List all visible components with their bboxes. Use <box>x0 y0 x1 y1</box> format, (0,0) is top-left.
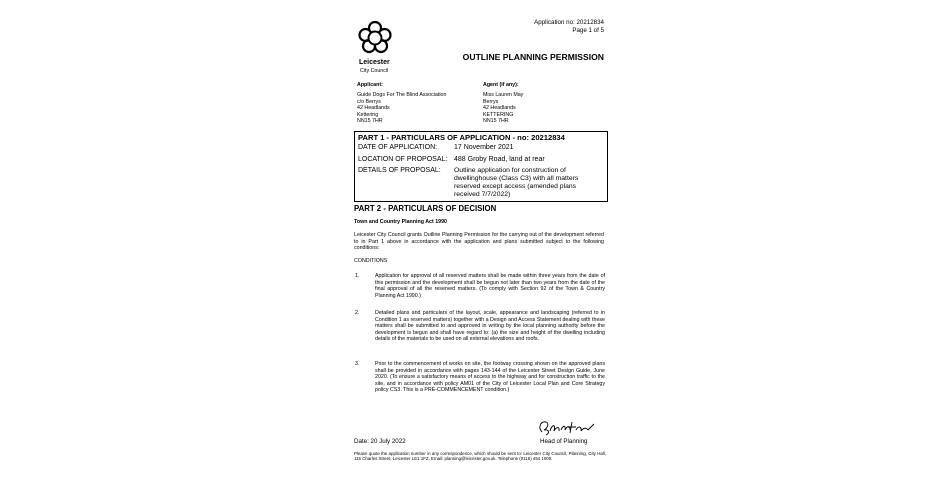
part1-heading: PART 1 - PARTICULARS OF APPLICATION - no: 20212834 <box>358 133 565 142</box>
agent-label: Agent (if any): <box>483 82 519 88</box>
condition-1-number: 1. <box>355 273 360 279</box>
logo-line1: Leicester <box>359 59 390 66</box>
condition-3-number: 3. <box>355 361 360 367</box>
details-label: DETAILS OF PROPOSAL: <box>358 167 441 174</box>
logo-line2: City Council <box>360 68 389 74</box>
date-of-application-value: 17 November 2021 <box>454 144 514 151</box>
signatory-title: Head of Planning <box>540 438 588 445</box>
agent-address: Miss Lauren May Berrys 42 Headlands KETTERING NN15 7HR <box>483 92 524 125</box>
conditions-label: CONDITIONS <box>354 258 388 264</box>
application-number: Application no: 20212834 <box>534 19 604 26</box>
location-label: LOCATION OF PROPOSAL: <box>358 155 448 163</box>
page-indicator: Page 1 of 5 <box>572 27 604 34</box>
intro-paragraph: Leicester City Council grants Outline Planning Permission for the carrying out of the development referred to in Part 1 above in accordance with the application and plans submitted subject to the following conditions: <box>354 232 604 252</box>
applicant-address: Guide Dogs For The Blind Association c/o Berrys 42 Headlands Kettering NN15 7HR <box>357 92 447 125</box>
decision-date: Date: 20 July 2022 <box>354 438 406 445</box>
leicester-rose-icon <box>357 20 393 56</box>
details-value: Outline application for construction of dwellinghouse (Class C3) with all matters reserved except access (amended plans received 7/7/2022) <box>454 167 579 198</box>
signature <box>536 418 598 438</box>
applicant-label: Applicant: <box>357 82 383 88</box>
part1-box <box>354 131 608 202</box>
footer-note: Please quote the application number in any correspondence, which should be sent to: Leicester City Council, Planning, City Hall, 115 Charles Street, Leicester LE1 1FZ. Email: planning@leicester.gov.uk. Telephone (0116) 454 1000. <box>354 451 606 462</box>
condition-2-number: 2. <box>355 310 360 316</box>
date-of-application-label: DATE OF APPLICATION: <box>358 144 438 151</box>
condition-1-text: Application for approval of all reserved matters shall be made within three years from the date of this permission and the development shall be begun not later than two years from the date of the final approval of all the reserved matters. (To comply with Section 92 of the Town & Country Planning Act 1990.) <box>375 273 605 299</box>
part2-heading: PART 2 - PARTICULARS OF DECISION <box>354 204 497 213</box>
location-value: 488 Groby Road, land at rear <box>454 155 545 163</box>
condition-2-text: Detailed plans and particulars of the layout, scale, appearance and landscaping (referred to in Condition 1 as reserved matters) together with a Design and Access Statement dealing with these matters shall be submitted to and approved in writing by the local planning authority before the development is begun and shall have regard to: (a) the size and height of the dwelling including details of the materials to be used on all external elevations and roofs. <box>375 310 605 343</box>
document-page <box>340 0 620 480</box>
document-title: OUTLINE PLANNING PERMISSION <box>462 52 604 62</box>
condition-3-text: Prior to the commencement of works on site, the footway crossing shown on the approved plans shall be provided in accordance with pages 143-144 of the Leicester Street Design Guide, June 2020. (To ensure a satisfactory means of access to the highway and for construction traffic to the site, and in accordance with policy AM01 of the City of Leicester Local Plan and Core Strategy policy CS3. This is a PRE-COMMENCEMENT condition.) <box>375 361 605 394</box>
act-title: Town and Country Planning Act 1990 <box>354 219 447 225</box>
